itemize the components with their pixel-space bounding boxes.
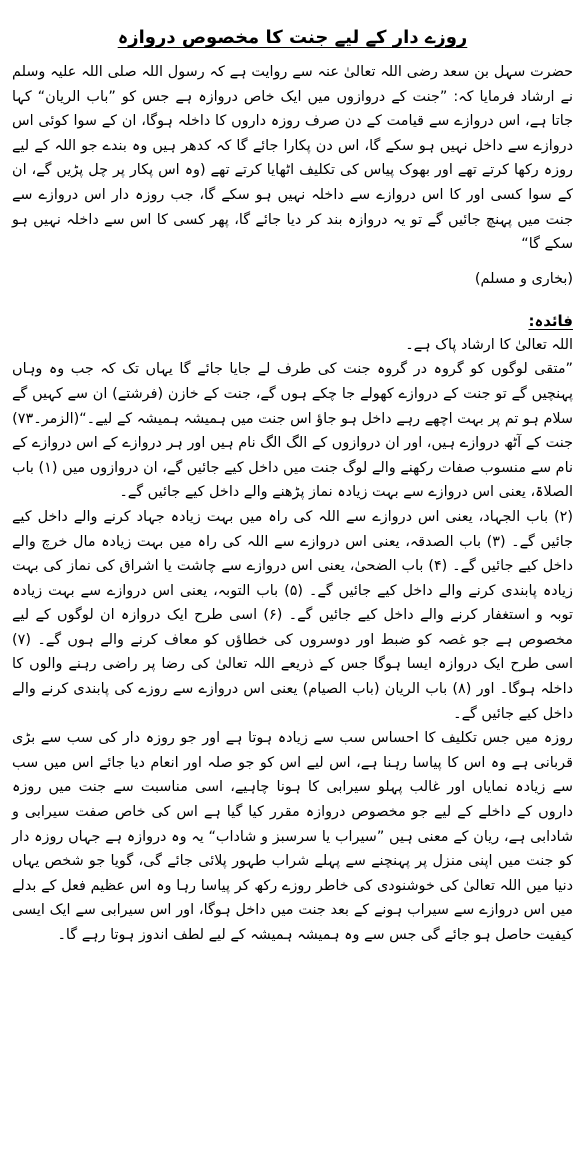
- benefit-paragraph-2: ”متقی لوگوں کو گروہ در گروہ جنت کی طرف لے جایا جائے گا یہاں تک کہ جب وہ وہاں پہنچیں گے تو جنت کے دروازے کھولے جا چکے ہوں گے، جنت کے خازن (فرشتے) ان سے کہیں گے سلام ہو تم پر بہت اچھے رہے داخل ہو جاؤ اس جنت میں ہمیشہ ہمیشہ کے لیے۔“(الزمر۔۷۳): [12, 361, 573, 427]
- document-title: روزے دار کے لیے جنت کا مخصوص دروازہ: [117, 27, 468, 48]
- benefit-paragraph-4: (۲) باب الجہاد، یعنی اس دروازے سے اللہ کی راہ میں بہت زیادہ جہاد کرنے والے داخل کیے جائیں گے۔ (۳) باب الصدقہ، یعنی اس دروازے سے اللہ کی راہ میں بہت زیادہ مال خرچ والے داخل کیے جائیں گے۔ (۴) باب الضحیٰ، یعنی اس دروازے سے چاشت یا اشراق کی نماز کی بہت زیادہ پابندی کرنے والے داخل کیے جائیں گے۔ (۵) باب التوبہ، یعنی اس دروازے سے بہت زیادہ توبہ و استغفار کرنے والے داخل کیے جائیں گے۔ (۶) اسی طرح ایک دروازہ ان لوگوں کے لیے مخصوص ہے جو غصہ کو ضبط اور دوسروں کی خطاؤں کو معاف کرنے والے ہوں گے۔ (۷) اسی طرح ایک دروازہ ایسا ہوگا جس کے ذریعے اللہ تعالیٰ کی رضا پر راضی رہنے والوں کا داخلہ ہوگا۔ اور (۸) باب الریان (باب الصیام) یعنی اس دروازے سے روزے کی پابندی کرنے والے داخل کیے جائیں گے۔: [12, 508, 574, 722]
- benefit-paragraph-5: روزہ میں جس تکلیف کا احساس سب سے زیادہ ہوتا ہے اور جو روزہ دار کی سب سے بڑی قربانی ہے وہ اس کا پیاسا رہنا ہے، اس لیے اس کو جو صلہ اور انعام دیا جائے اس میں سب سے زیادہ نمایاں اور غالب پہلو سیرابی کا ہونا چاہیے، اسی مناسبت سے جنت میں روزہ داروں کے داخلے کے لیے جو مخصوص دروازہ مقرر کیا گیا ہے اس کی خاص صفت سیرابی و شادابی ہے، ریان کے معنی ہیں ”سیراب یا سرسبز و شاداب“ یہ وہ دروازہ ہے جہاں روزہ دار کو جنت میں اپنی منزل پر پہنچنے سے پہلے شراب طہور پلائی جائے گی، گویا جو شخص یہاں دنیا میں اللہ تعالیٰ کی خوشنودی کی خاطر روزے رکھ کر پیاسا رہا وہ اس عظیم فعل کے بدلے میں اس دروازے سے سیراب ہونے کے بعد جنت میں داخل ہوگا، اور اس سیرابی سے ایک ایسی کیفیت حاصل ہو جائے گی جس سے وہ ہمیشہ ہمیشہ کے لیے لطف اندوز ہوتا رہے گا۔: [12, 730, 573, 943]
- hadith-reference: (بخاری و مسلم): [474, 270, 573, 287]
- hadith-paragraph: حضرت سہل بن سعد رضی اللہ تعالیٰ عنہ سے روایت ہے کہ رسول اللہ صلی اللہ علیہ وسلم نے ارشاد فرمایا کہ: ”جنت کے دروازوں میں ایک خاص دروازہ ہے جس کو ”باب الریان“ کہا جاتا ہے، اس دروازے سے قیامت کے دن صرف روزہ داروں کا داخلہ ہوگا، ان کے سوا کوئی اس دروازے سے داخل نہیں ہو سکے گا، اس دن پکارا جائے گا کہ کدھر ہیں وہ بندے جو اللہ کے لیے روزہ رکھا کرتے تھے اور بھوک پیاس کی تکلیف اٹھایا کرتے تھے (وہ اس پکار پر چل پڑیں گے، ان کے سوا کسی اور کا اس دروازے سے داخلہ نہیں ہو سکے گا، جب روزہ دار اس دروازے سے جنت میں پہنچ جائیں گے تو یہ دروازہ بند کر دیا جائے گا، پھر کسی کا اس سے داخلہ نہیں ہو سکے گا“: [12, 64, 573, 253]
- benefit-heading: فائدہ:: [528, 311, 573, 330]
- benefit-paragraph-1: اللہ تعالیٰ کا ارشاد پاک ہے۔: [405, 336, 573, 353]
- benefit-paragraph-3: جنت کے آٹھ دروازے ہیں، اور ان دروازوں کے الگ الگ نام ہیں اور ہر دروازے کے اس دروازے کے نام سے منسوب صفات رکھنے والے لوگ جنت میں داخل کیے جائیں گے، ان دروازوں میں (۱) باب الصلاۃ، یعنی اس دروازے سے بہت زیادہ نماز پڑھنے والے داخل کیے جائیں گے۔: [12, 435, 573, 501]
